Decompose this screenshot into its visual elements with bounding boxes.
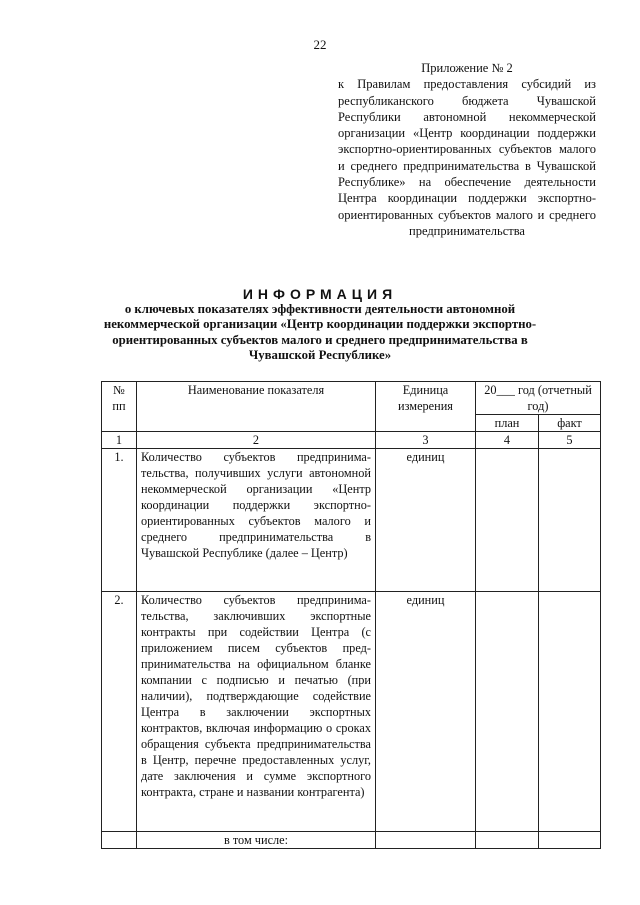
page-number: 22 (313, 37, 327, 52)
header-unit: Единица измерения (376, 382, 476, 432)
column-number: 3 (376, 432, 476, 449)
row-fact (539, 832, 601, 849)
header-year: 20___ год (отчетный год) (476, 382, 601, 415)
row-num (102, 832, 137, 849)
indicators-table (101, 381, 601, 849)
table-row (102, 449, 601, 592)
row-fact (539, 449, 601, 592)
table-header-row (102, 382, 601, 415)
appendix-title: Приложение № 2 (421, 61, 513, 75)
row-name: Количество субъектов предпринимательства, заключивших экспортные контракты при содействии Центра (с приложением писем субъектов предпринимательства на официальном бланке компании с подписью и печатью (при наличии), подтверждающие содействие Центра в заключении экспортных контрактов, включая информацию о сроках обращения субъекта предпринимательства в Центр, перечне предоставленных услуг, дате заключения и сумме экспортного контракта, стране и названии контрагента) (137, 592, 376, 832)
column-number-row (102, 432, 601, 449)
header-plan: план (476, 415, 539, 432)
header-name: Наименование показателя (137, 382, 376, 432)
header-num: № пп (102, 382, 137, 432)
row-plan (476, 592, 539, 832)
document-title: ИНФОРМАЦИЯ (242, 286, 398, 302)
column-number: 5 (539, 432, 601, 449)
row-name: Количество субъектов предпринимательства, получивших услуги автономной некоммерческой организации «Центр координации поддержки экспортно-ориентированных субъектов малого и среднего предпринимательства в Чувашской Республике (далее – Центр) (137, 449, 376, 592)
column-number: 2 (137, 432, 376, 449)
including-label: в том числе: (137, 832, 376, 849)
table-row-including (102, 832, 601, 849)
row-plan (476, 832, 539, 849)
row-plan (476, 449, 539, 592)
row-unit (376, 832, 476, 849)
header-fact: факт (539, 415, 601, 432)
row-fact (539, 592, 601, 832)
row-unit: единиц (376, 592, 476, 832)
appendix-block (338, 60, 596, 239)
appendix-text: к Правилам предоставления субсидий из республиканского бюджета Чувашской Республики автономной некоммерческой организации «Центр координации поддержки экспортно-ориентированных субъектов малого и среднего предпринимательства в Чувашской Республике» на обеспечение деятельности Центра координации поддержки экспортно-ориентированных субъектов малого и среднего предпринимательства (338, 77, 596, 238)
row-num: 1. (102, 449, 137, 592)
column-number: 4 (476, 432, 539, 449)
column-number: 1 (102, 432, 137, 449)
row-unit: единиц (376, 449, 476, 592)
row-num: 2. (102, 592, 137, 832)
table-row (102, 592, 601, 832)
document-subtitle: о ключевых показателях эффективности деятельности автономной некоммерческой организации «Центр координации поддержки экспортно-ориентированных субъектов малого и среднего предпринимательства в Чувашской Республике» (103, 302, 537, 363)
